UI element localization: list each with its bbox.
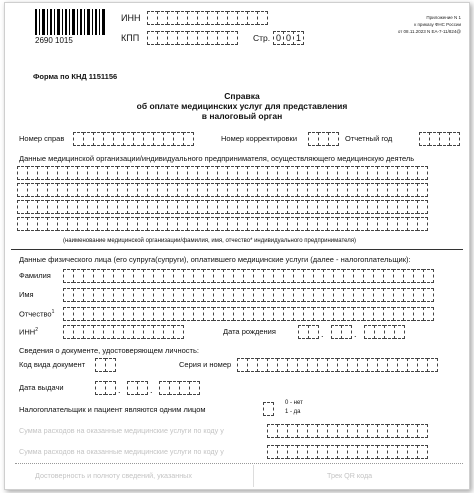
surname-label: Фамилия (19, 271, 51, 280)
correction-number-label: Номер корректировки (221, 134, 298, 143)
doc-type-cells[interactable] (95, 358, 115, 372)
appendix-line-3: от 08.11.2023 N ЕА-7-11/824@ (397, 29, 461, 34)
person-section-label: Данные физического лица (его супруга(супруги), оплатившего медицинские услуги (далее - налогоплательщик): (19, 255, 411, 264)
doc-type-label: Код вида документ (19, 360, 86, 369)
amount-cells-2[interactable] (267, 445, 427, 459)
document-section-label: Сведения о документе, удостоверяющем личность: (19, 346, 199, 355)
form-subtitle-2: в налоговый орган (201, 111, 283, 121)
header-kpp-label: КПП (121, 33, 140, 43)
birthdate-label: Дата рождения (223, 327, 276, 336)
org-caption: (наименование медицинской организации/фамилия, имя, отчество* индивидуального предпринимателя) (63, 238, 357, 244)
org-section-label: Данные медицинской организации/индивидуального предпринимателя, осуществляющего медицинскую деятель (19, 154, 415, 163)
correction-number-cells[interactable] (308, 132, 338, 146)
form-subtitle-1: об оплате медицинских услуг для представления (136, 101, 348, 111)
tax-form-sheet: 2690 1015 ИНН КПП Стр. 0 0 1 Приложение N 1 к приказу ФНС России от 08.11.2023 N ЕА-7-11/824@ Форма по КНД 1151156 Справка об оплате медицинских услуг для представления в налоговый орган Номер справ Номер корректировки Отчетный год Данные медицинской организации/индивидуального предпринимателя, осуществляющего медицинскую деятель (наименование медицинской организации/фамилия, имя, отчество* индивидуального предпринимателя) Данные физического лица (его супруга(супруги), оплатившего медицинские услуги (далее - налогоплательщик): Фамилия Имя Отчество$^1$ ИНН$^2$ Дата рождения . . Сведения о документе, удостоверяющем личность: Код вида документ Серия и номер Дата выдачи . . Налогоплательщик и пациент являются одним лицом 0 - нет 1 - да Сумма расходов на оказанные медицинские услуги по коду у Сумма расходов на оказанные медицинские услуги по коду у Достоверность и полноту сведений, указанных Трек QR кода (4, 2, 470, 490)
issue-date-label: Дата выдачи (19, 383, 64, 392)
series-number-cells[interactable] (237, 358, 437, 372)
appendix-line-2: к приказу ФНС России (414, 22, 461, 27)
org-name-row-2[interactable] (17, 183, 427, 197)
patronymic-cells[interactable] (63, 307, 433, 321)
page-number-cells[interactable]: 0 0 1 (273, 31, 303, 45)
amount-cells-1[interactable] (267, 424, 427, 438)
org-name-row-4[interactable] (17, 217, 427, 231)
page-label: Стр. (253, 33, 271, 43)
series-number-label: Серия и номер (179, 360, 232, 369)
header-inn-cells[interactable] (147, 11, 267, 25)
header-inn-label: ИНН (121, 13, 141, 23)
same-person-cell[interactable] (263, 402, 273, 416)
patronymic-label: Отчество$^1$ (19, 309, 55, 319)
barcode (35, 9, 107, 43)
name-cells[interactable] (63, 288, 433, 302)
header-kpp-cells[interactable] (147, 31, 237, 45)
amount-label-2: Сумма расходов на оказанные медицинские услуги по коду у (19, 447, 224, 456)
footer-left-text: Достоверность и полноту сведений, указанных (35, 471, 192, 480)
birth-day-cells[interactable] (298, 325, 318, 339)
birth-year-cells[interactable] (364, 325, 404, 339)
option-yes: 1 - да (285, 409, 301, 415)
form-title: Справка (224, 91, 260, 101)
footer-divider (15, 463, 463, 464)
report-year-cells[interactable] (419, 132, 459, 146)
barcode-number: 2690 1015 (35, 36, 73, 45)
issue-year-cells[interactable] (159, 381, 199, 395)
same-person-label: Налогоплательщик и пациент являются одним лицом (19, 405, 206, 414)
org-name-row-3[interactable] (17, 200, 427, 214)
surname-cells[interactable] (63, 269, 433, 283)
amount-label-1: Сумма расходов на оказанные медицинские услуги по коду у (19, 426, 224, 435)
appendix-line-1: Приложение N 1 (426, 15, 461, 20)
reference-number-cells[interactable] (73, 132, 193, 146)
person-inn-cells[interactable] (63, 325, 183, 339)
report-year-label: Отчетный год (345, 134, 393, 143)
person-inn-label: ИНН$^2$ (19, 327, 39, 337)
org-name-row-1[interactable] (17, 166, 427, 180)
birth-month-cells[interactable] (331, 325, 351, 339)
footer-right-text: Трек QR кода (327, 471, 373, 480)
name-label: Имя (19, 290, 34, 299)
option-no: 0 - нет (285, 400, 303, 406)
form-code: Форма по КНД 1151156 (33, 72, 118, 81)
section-divider (11, 249, 463, 250)
reference-number-label: Номер справ (19, 134, 65, 143)
issue-day-cells[interactable] (95, 381, 115, 395)
issue-month-cells[interactable] (127, 381, 147, 395)
